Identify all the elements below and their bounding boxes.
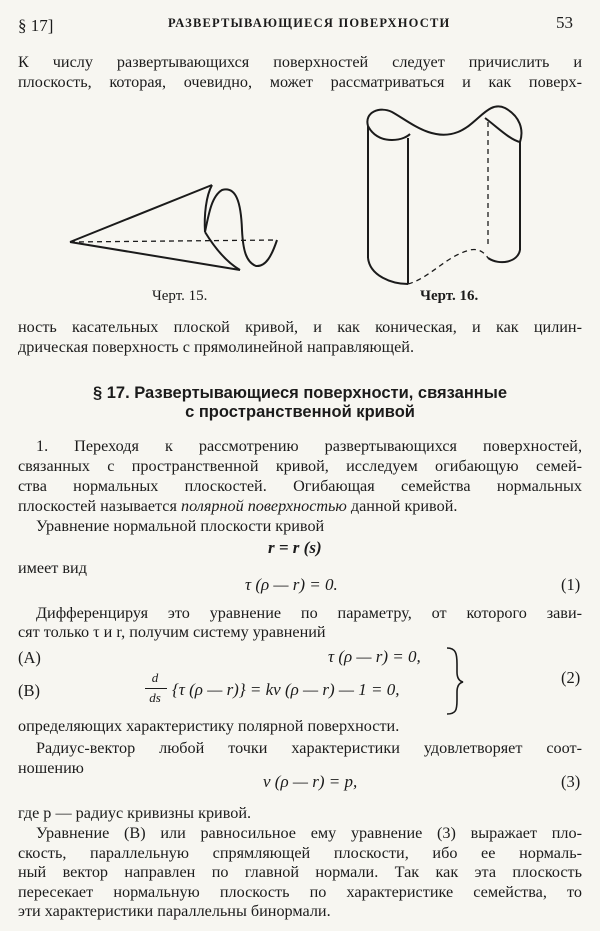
has-form-text: имеет вид [18,559,87,577]
label-a: (A) [18,648,41,667]
fig15-caption: Черт. 15. [152,288,208,304]
para1-line-4 [18,496,457,516]
fig15-fold [205,185,212,232]
para3-line-2: сят только τ и r, получим систему уравнений [18,623,326,641]
fig16-bottom-right [488,250,520,262]
para1-line-4-start: плоскостей называется [18,497,181,515]
fig16-top-curve [367,106,521,142]
para1-line-2: связанных с пространственной кривой, исследуем огибающую семей- [18,457,582,475]
fig15-front-sheet [205,232,240,270]
para5-line-5: эти характеристики параллельны бинормали. [18,902,331,920]
equation-a: τ (ρ — r) = 0, [328,647,421,666]
running-title: РАЗВЕРТЫВАЮЩИЕСЯ ПОВЕРХНОСТИ [168,16,451,30]
section-title-line-1: § 17. Развертывающиеся поверхности, связанные [92,384,508,402]
para5-line-3: ный вектор направлен по главной нормали. Так как эта плоскость [18,863,582,881]
fig16-top-inner [368,126,410,140]
polar-surface-term: полярной поверхностью [180,497,347,515]
fig15-curl [242,230,277,266]
fig15-back-sheet [205,189,242,232]
fraction-bar [145,688,167,689]
equation-b: {τ (ρ — r)} = kν (ρ — r) — 1 = 0, [172,680,400,699]
equation-2-number: (2) [561,668,581,687]
fig16-caption: Черт. 16. [420,288,479,304]
equation-3: ν (ρ — r) = p, [263,772,358,791]
para1-line-4-end: данной кривой. [346,497,458,515]
fig15-lower-edge [70,242,240,270]
para4-line-2: Радиус-вектор любой точки характеристики удовлетворяет соот- [36,739,582,757]
para2-line-1: Уравнение нормальной плоскости кривой [36,517,325,535]
para1-line-3: ства нормальных плоскостей. Огибающая семейства нормальных [18,477,582,495]
intro-line-2: плоскость, которая, очевидно, может рассматриваться и как поверх- [18,73,582,91]
equation-r: r = r (s) [268,538,322,557]
para1-line-1: 1. Переходя к рассмотрению развертывающихся поверхностей, [36,437,582,455]
equation-1: τ (ρ — r) = 0. [245,575,338,594]
para5-line-2: скость, параллельную спрямляющей плоскости, ибо ее нормаль- [18,844,582,862]
fig15-upper-edge [70,185,212,242]
label-b: (B) [18,681,40,700]
fig15-axis-dashed [70,240,277,242]
para4-line-3: ношению [18,759,84,777]
page-number: 53 [556,13,573,32]
fraction-numerator: d [151,670,159,685]
fig16-bottom-curve [368,258,408,284]
fig16-top-right [485,118,520,142]
section-title-line-2: с пространственной кривой [185,403,415,421]
intro-line-1: К числу развертывающихся поверхностей следует причислить и [18,53,582,71]
equation-3-number: (3) [561,772,581,791]
continuation-line-2: дрическая поверхность с прямолинейной направляющей. [18,338,414,356]
header-section-ref: § 17] [18,16,54,35]
para5-line-1: Уравнение (B) или равносильное ему уравнение (3) выражает пло- [36,824,582,842]
para3-line-1: Дифференцируя это уравнение по параметру, от которого зави- [36,604,582,622]
para4-line-4: где p — радиус кривизны кривой. [18,804,252,822]
continuation-line-1: ность касательных плоской кривой, и как коническая, и как цилин- [18,318,582,336]
para4-line-1: определяющих характеристику полярной поверхности. [18,717,400,735]
fraction-denominator: ds [149,690,161,705]
equation-1-number: (1) [561,575,581,594]
fig16-hidden-bottom [408,249,488,284]
para5-line-4: пересекает нормальную плоскость по характеристике семейства, то [18,883,582,901]
